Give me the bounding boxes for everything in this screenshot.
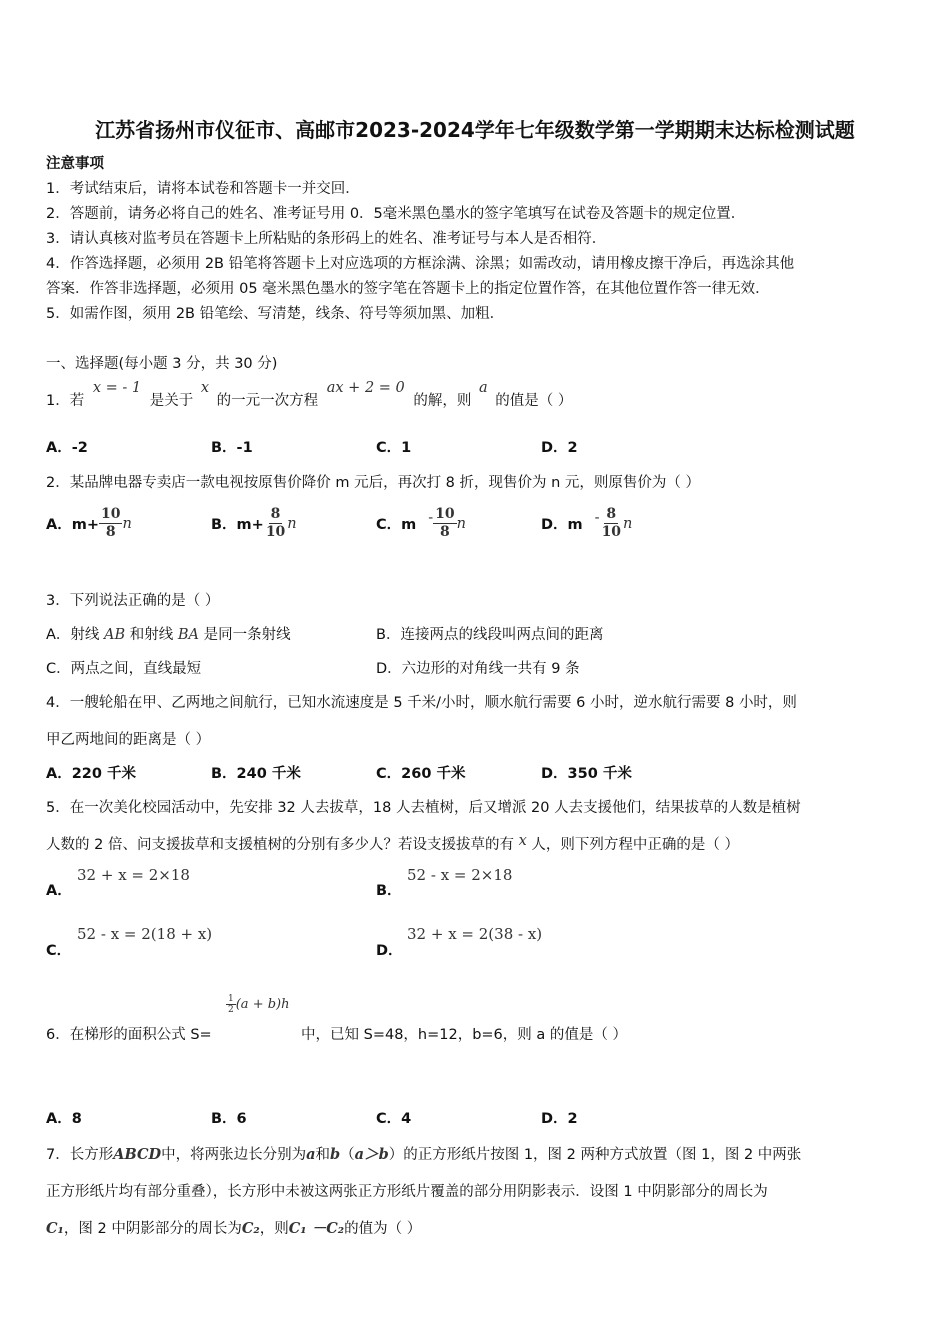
option-label: D．m [541, 517, 583, 533]
option-b-label: B． [376, 883, 402, 899]
option-d: D．2 [541, 1111, 578, 1127]
q7-text: 的值为（ ） [344, 1221, 422, 1237]
option-b: B．6 [211, 1111, 247, 1127]
option-b: B．连接两点的线段叫两点间的距离 [376, 627, 604, 643]
option-text: A．射线 [46, 627, 100, 643]
option-c [376, 506, 466, 541]
option-c: C．4 [376, 1111, 412, 1127]
perimeter-c2: C₂ [241, 1220, 260, 1237]
option-b: B．240 千米 [211, 766, 301, 782]
option-c: C．260 千米 [376, 766, 466, 782]
q1-var: a [478, 380, 488, 396]
section-heading: 一、选择题(每小题 3 分，共 30 分) [46, 356, 278, 372]
option-d: D．2 [541, 440, 578, 456]
variable: x [518, 833, 527, 849]
ray-label: AB [104, 627, 126, 643]
option-c: C．两点之间，直线最短 [46, 661, 202, 677]
variable: a [306, 1146, 316, 1163]
q5-text: 人，则下列方程中正确的是（ ） [531, 837, 739, 853]
notice-item: 4．作答选择题，必须用 2B 铅笔将答题卡上对应选项的方框涂满、涂黑；如需改动，请用橡皮擦干净后，再选涂其他 [46, 256, 795, 272]
formula-text: (a + b)h [235, 997, 290, 1012]
question-6-cont: 中，已知 S=48，h=12，b=6，则 a 的值是（ ） [301, 1027, 627, 1043]
q1-text: 的解，则 [413, 393, 472, 409]
numerator: 8 [270, 506, 281, 522]
trapezoid-formula [226, 994, 289, 1015]
numerator: 8 [606, 506, 617, 522]
variable: n [623, 515, 633, 532]
fraction [264, 506, 287, 541]
option-a [46, 506, 132, 541]
option-a: A．8 [46, 1111, 82, 1127]
q1-text: 的值是（ ） [495, 393, 573, 409]
numerator: 10 [435, 506, 455, 522]
rectangle-label: ABCD [113, 1146, 162, 1163]
minus-sign: - [594, 509, 600, 526]
notice-item: 答案．作答非选择题，必须用 05 毫米黑色墨水的签字笔在答题卡上的指定位置作答，在其他位置作答一律无效． [46, 281, 770, 297]
q1-text: 1．若 [46, 393, 85, 409]
option-d: D．六边形的对角线一共有 9 条 [376, 661, 580, 677]
option-c: C．1 [376, 440, 412, 456]
option-text: 是同一条射线 [203, 627, 291, 643]
q1-text: 是关于 [149, 393, 194, 409]
option-d-label: D． [376, 943, 403, 959]
q7-text: ，则 [259, 1221, 289, 1237]
question-7-cont [46, 1217, 421, 1238]
variable: b [330, 1146, 341, 1163]
option-b [211, 506, 297, 541]
option-b-equation: 52 - x = 2×18 [407, 866, 513, 884]
q7-text: 中，将两张边长分别为 [161, 1147, 307, 1163]
notice-item: 1．考试结束后，请将本试卷和答题卡一并交回． [46, 181, 360, 197]
fraction [99, 506, 122, 541]
q7-text: ，图 2 中阴影部分的周长为 [63, 1221, 242, 1237]
question-4: 4．一艘轮船在甲、乙两地之间航行，已知水流速度是 5 千米/小时，顺水航行需要 6 小时，逆水航行需要 8 小时，则 [46, 695, 797, 711]
notice-item: 5．如需作图，须用 2B 铅笔绘、写清楚，线条、符号等须加黑、加粗． [46, 306, 505, 322]
variable: n [287, 515, 297, 532]
notice-item: 2．答题前，请务必将自己的姓名、准考证号用 0．5毫米黑色墨水的签字笔填写在试卷及答题卡的规定位置． [46, 206, 746, 222]
option-a-label: A． [46, 883, 72, 899]
fraction [600, 506, 623, 541]
variable: n [122, 515, 132, 532]
option-d-equation: 32 + x = 2(38 - x) [407, 925, 543, 943]
option-text: 和射线 [129, 627, 174, 643]
option-a: A．-2 [46, 440, 88, 456]
option-a [46, 623, 291, 644]
denominator: 8 [440, 524, 450, 540]
notice-item: 3．请认真核对监考员在答题卡上所粘贴的条形码上的姓名、准考证号与本人是否相符． [46, 231, 607, 247]
q7-text: 和 [315, 1147, 331, 1163]
q1-text: 的一元一次方程 [216, 393, 319, 409]
numerator: 1 [228, 994, 234, 1004]
page-title: 江苏省扬州市仪征市、高邮市2023-2024学年七年级数学第一学期期末达标检测试题 [95, 118, 855, 142]
q1-equation: x = - 1 [92, 380, 142, 396]
question-4-cont: 甲乙两地间的距离是（ ） [46, 732, 211, 748]
q7-text: （ [340, 1147, 355, 1163]
question-7-cont: 正方形纸片均有部分重叠），长方形中未被这两张正方形纸片覆盖的部分用阴影表示．设图 1 中阴影部分的周长为 [46, 1184, 768, 1200]
notice-heading: 注意事项 [46, 156, 104, 172]
q1-var: x [200, 380, 210, 396]
question-3: 3．下列说法正确的是（ ） [46, 593, 220, 609]
question-5-cont [46, 833, 739, 854]
option-d: D．350 千米 [541, 766, 632, 782]
option-c-label: C． [46, 943, 72, 959]
variable: n [456, 515, 466, 532]
q5-text: 人数的 2 倍、问支援拔草和支援植树的分别有多少人？若设支援拔草的有 [46, 837, 514, 853]
option-label: A．m+ [46, 517, 99, 533]
option-label: C．m [376, 517, 417, 533]
numerator: 10 [100, 506, 121, 522]
option-a-equation: 32 + x = 2×18 [77, 866, 190, 884]
question-7 [46, 1143, 801, 1164]
option-d [541, 506, 632, 541]
question-5: 5．在一次美化校园活动中，先安排 32 人去拔草，18 人去植树，后又增派 20 人去支援他们，结果拔草的人数是植树 [46, 800, 801, 816]
question-2: 2．某品牌电器专卖店一款电视按原售价降价 m 元后，再次打 8 折，现售价为 n 元，则原售价为（ ） [46, 475, 701, 491]
option-a: A．220 千米 [46, 766, 137, 782]
fraction [433, 506, 456, 541]
minus-sign: - [428, 509, 434, 526]
denominator: 10 [601, 524, 622, 540]
option-label: B．m+ [211, 517, 264, 533]
fraction [226, 994, 236, 1015]
question-1 [46, 380, 572, 420]
denominator: 10 [265, 524, 286, 540]
question-6: 6．在梯形的面积公式 S= [46, 1027, 212, 1043]
q7-text: ）的正方形纸片按图 1，图 2 两种方式放置（图 1，图 2 中两张 [388, 1147, 802, 1163]
perimeter-c1: C₁ [46, 1220, 64, 1237]
denominator: 2 [228, 1005, 234, 1015]
q1-equation: ax + 2 = 0 [326, 380, 405, 396]
option-b: B．-1 [211, 440, 253, 456]
option-c-equation: 52 - x = 2(18 + x) [77, 925, 213, 943]
denominator: 8 [105, 524, 116, 540]
comparison: a＞b [354, 1146, 389, 1163]
q7-text: 7．长方形 [46, 1147, 114, 1163]
ray-label: BA [177, 627, 200, 643]
perimeter-difference: C₁ －C₂ [288, 1220, 345, 1237]
